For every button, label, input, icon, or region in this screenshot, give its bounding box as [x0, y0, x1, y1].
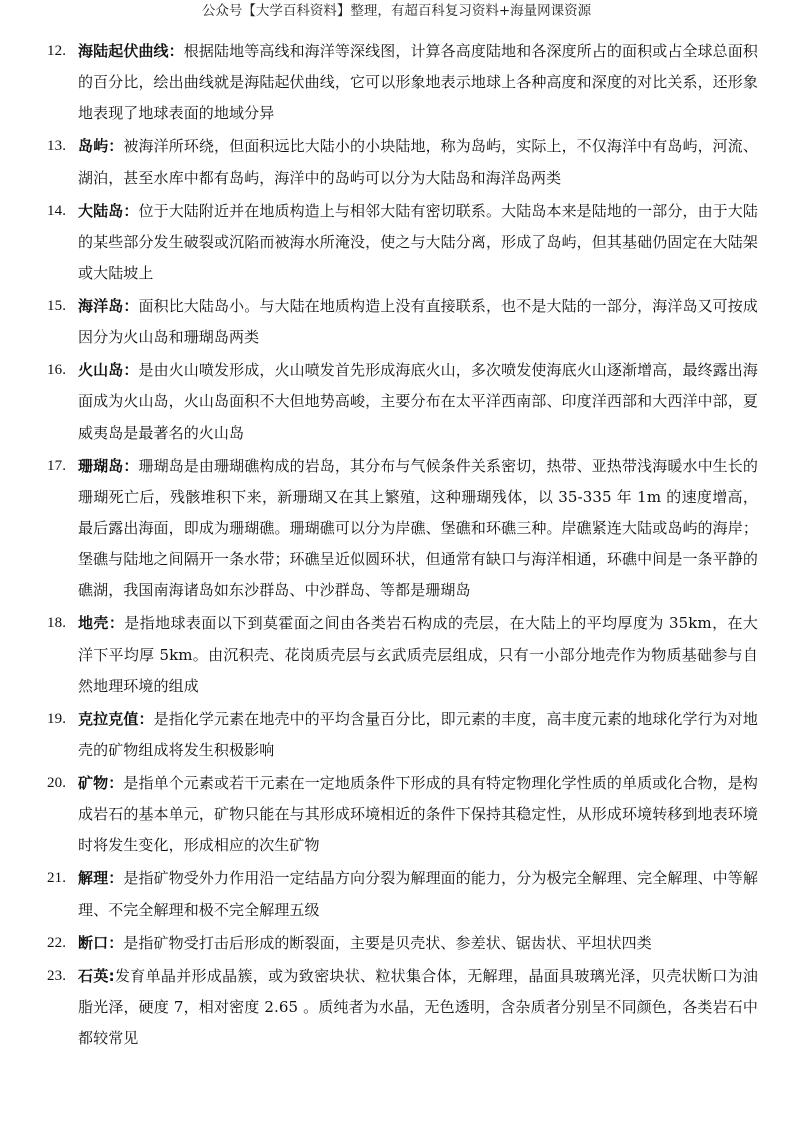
entry-colon: ：	[138, 709, 154, 728]
entry-definition: 是指化学元素在地壳中的平均含量百分比，即元素的丰度，高丰度元素的地球化学行为对地壳的矿物组成将发生积极影响	[78, 709, 758, 760]
glossary-entry	[40, 131, 758, 193]
entry-definition: 是指单个元素或若干元素在一定地质条件下形成的具有特定物理化学性质的单质或化合物，是构成岩石的基本单元，矿物只能在与其形成环境相近的条件下保持其稳定性，从形成环境转移到地表环境时将发生变化，形成相应的次生矿物	[78, 774, 759, 855]
entry-colon: :	[108, 966, 115, 985]
glossary-list	[40, 36, 758, 1056]
entry-colon: ：	[108, 933, 124, 952]
entry-number: 22.	[47, 934, 67, 951]
entry-number: 21.	[47, 870, 67, 887]
glossary-entry	[40, 928, 758, 959]
entry-term: 解理	[78, 869, 109, 888]
entry-colon: ：	[108, 137, 124, 156]
entry-definition: 面积比大陆岛小。与大陆在地质构造上没有直接联系，也不是大陆的一部分，海洋岛又可按成因分为火山岛和珊瑚岛两类	[78, 297, 758, 347]
entry-term: 地壳	[78, 614, 109, 633]
glossary-entry	[40, 608, 758, 702]
entry-term: 大陆岛	[78, 201, 124, 220]
entry-term: 断口	[78, 933, 109, 952]
entry-colon: ：	[123, 361, 139, 380]
entry-definition: 根据陆地等高线和海洋等深线图，计算各高度陆地和各深度所占的面积或占全球总面积的百分比，绘出曲线就是海陆起伏曲线，它可以形象地表示地球上各种高度和深度的对比关系，还形象地表现了地球表面的地域分异	[78, 42, 758, 123]
entry-definition: 发育单晶并形成晶簇，或为致密块状、粒状集合体，无解理，晶面具玻璃光泽，贝壳状断口为油脂光泽，硬度 7，相对密度 2.65 。质纯者为水晶，无色透明，含杂质者分别呈不同颜色，各类岩石中都较常见	[78, 966, 758, 1048]
entry-term: 海洋岛	[78, 297, 124, 316]
entry-colon: ：	[168, 42, 184, 60]
glossary-entry	[40, 291, 758, 353]
entry-number: 19.	[47, 710, 67, 727]
entry-number: 18.	[47, 615, 67, 632]
glossary-entry	[40, 451, 758, 607]
entry-definition: 是指矿物受外力作用沿一定结晶方向分裂为解理面的能力，分为极完全解理、完全解理、中等解理、不完全解理和极不完全解理五级	[78, 869, 759, 919]
entry-term: 火山岛	[78, 361, 124, 380]
glossary-entry	[40, 863, 758, 925]
entry-colon: ：	[108, 774, 124, 793]
entry-number: 14.	[47, 202, 67, 219]
glossary-entry	[40, 196, 758, 290]
entry-number: 20.	[47, 775, 67, 792]
entry-colon: ：	[123, 456, 139, 475]
entry-term: 矿物	[78, 774, 109, 793]
entry-definition: 是指矿物受打击后形成的断裂面，主要是贝壳状、参差状、锯齿状、平坦状四类	[123, 933, 652, 952]
entry-definition: 是由火山喷发形成，火山喷发首先形成海底火山，多次喷发使海底火山逐渐增高，最终露出海面成为火山岛，火山岛面积不大但地势高峻，主要分布在太平洋西南部、印度洋西部和大西洋中部，夏威夷岛是最著名的火山岛	[78, 361, 758, 442]
entry-number: 23.	[47, 967, 67, 984]
entry-definition: 珊瑚岛是由珊瑚礁构成的岩岛，其分布与气候条件关系密切，热带、亚热带浅海暖水中生长的珊瑚死亡后，残骸堆积下来，新珊瑚又在其上繁殖，这种珊瑚残体，以 35-335 年 1m 的速度增高，最后露出海面，即成为珊瑚礁。珊瑚礁可以分为岸礁、堡礁和环礁三种。岸礁紧连大陆或岛屿的海岸；堡礁与陆地之间隔开一条水带；环礁呈近似圆环状，但通常有缺口与海洋相通，环礁中间是一条平静的礁湖，我国南海诸岛如东沙群岛、中沙群岛、等都是珊瑚岛	[78, 456, 758, 600]
entry-colon: ：	[123, 297, 139, 316]
entry-definition: 被海洋所环绕，但面积远比大陆小的小块陆地，称为岛屿，实际上，不仅海洋中有岛屿，河流、湖泊，甚至水库中都有岛屿，海洋中的岛屿可以分为大陆岛和海洋岛两类	[78, 137, 759, 187]
entry-number: 13.	[47, 138, 67, 155]
glossary-entry	[40, 355, 758, 449]
page-header: 公众号【大学百科资料】整理，有超百科复习资料+海量网课资源	[201, 3, 592, 19]
glossary-entry	[40, 768, 758, 862]
entry-term: 克拉克值	[78, 709, 139, 728]
entry-definition: 位于大陆附近并在地质构造上与相邻大陆有密切联系。大陆岛本来是陆地的一部分，由于大陆的某些部分发生破裂或沉陷而被海水所淹没，使之与大陆分离，形成了岛屿，但其基础仍固定在大陆架或大陆坡上	[78, 201, 758, 283]
glossary-entry	[40, 704, 758, 766]
entry-number: 17.	[47, 457, 67, 474]
entry-number: 16.	[47, 362, 67, 379]
entry-number: 15.	[47, 298, 67, 315]
entry-colon: ：	[123, 201, 139, 220]
entry-colon: ：	[108, 614, 125, 633]
entry-term: 石英	[78, 966, 109, 985]
entry-term: 岛屿	[78, 137, 109, 156]
entry-number: 12.	[47, 43, 67, 59]
entry-term: 珊瑚岛	[78, 456, 124, 475]
entry-definition: 是指地球表面以下到莫霍面之间由各类岩石构成的壳层，在大陆上的平均厚度为 35km，在大洋下平均厚 5km。由沉积壳、花岗质壳层与玄武质壳层组成，只有一小部分地壳作为物质基础参与自然地理环境的组成	[78, 614, 758, 695]
glossary-entry	[40, 36, 758, 130]
entry-colon: ：	[108, 869, 124, 888]
entry-term: 海陆起伏曲线	[78, 42, 169, 60]
glossary-entry	[40, 961, 758, 1055]
